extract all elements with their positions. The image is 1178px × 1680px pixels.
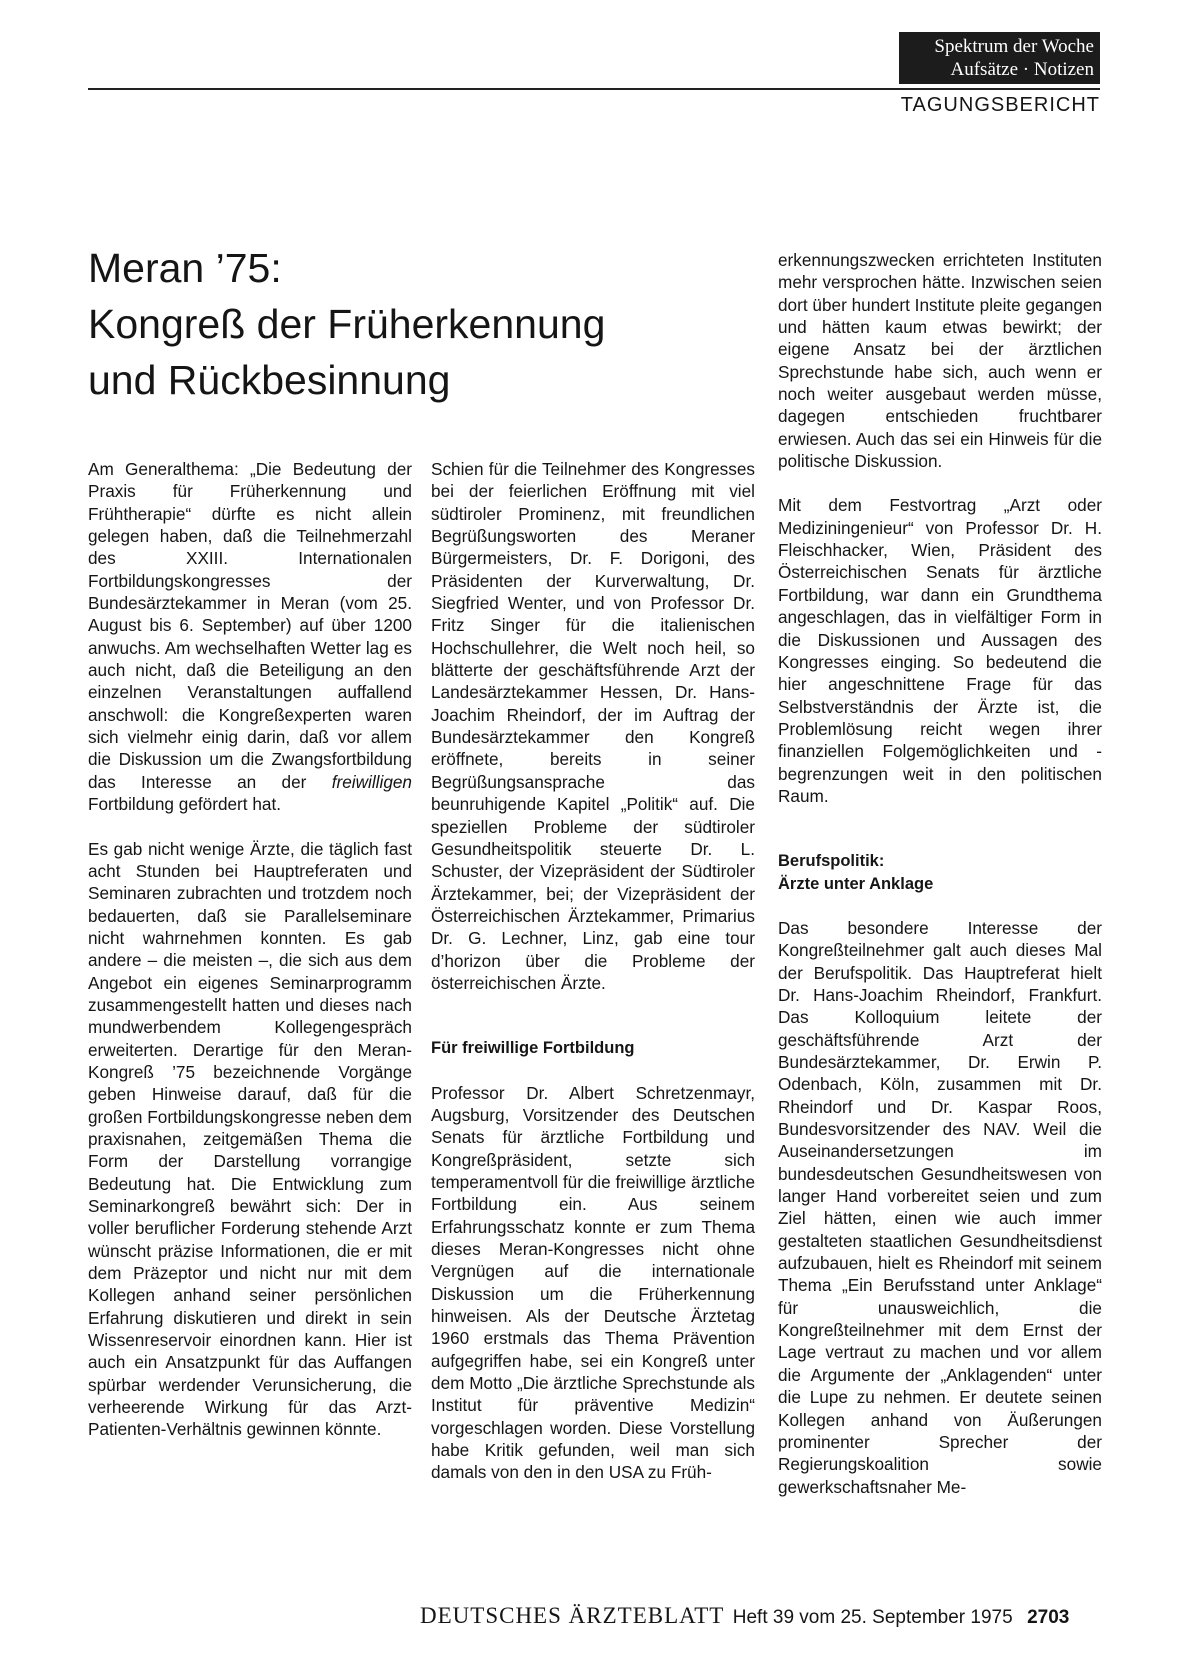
paragraph: Das besondere Interesse der Kongreßteilnehmer galt auch dieses Mal der Berufspolitik. Das Hauptreferat hielt Dr. Hans-Joachim Rheindorf, Frankfurt. Das Kolloquium leitete der geschäftsführende Arzt der Bundesärztekammer, Dr. Erwin P. Odenbach, Köln, zusammen mit Dr. Rheindorf und Dr. Kaspar Roos, Bundesvorsitzender des NAV. Weil die Auseinandersetzungen im bundesdeutschen Gesundheitswesen von langer Hand vorbereitet seien und zum Ziel hätten, einen wie auch immer gestalteten staatlichen Gesundheitsdienst aufzubauen, hielt es Rheindorf mit seinem Thema „Ein Berufsstand unter Anklage“ für unausweichlich, die Kongreßteilnehmer mit dem Ernst der Lage vertraut zu machen und vor allem die Argumente der „Anklagenden“ unter die Lupe zu nehmen. Er deutete seinen Kollegen anhand von Äußerungen prominenter Sprecher der Regierungskoalition sowie gewerkschaftsnaher Me- — [778, 917, 1102, 1497]
section-subheading — [778, 850, 1102, 895]
paragraph: Mit dem Festvortrag „Arzt oder Mediziningenieur“ von Professor Dr. H. Fleischhacker, Wien, Präsident des Österreichischen Senats für ärztliche Fortbildung, war dann ein Grundthema angeschlagen, das in vielfältiger Form in die Diskussionen und Aussagen des Kongresses einging. So bedeutend die hier angeschnittene Frage für das Selbstverständnis der Ärzte ist, die Problemlösung reicht wegen ihrer finanziellen Folgemöglichkeiten und -begrenzungen weit in den politischen Raum. — [778, 495, 1102, 806]
journal-name: DEUTSCHES ÄRZTEBLATT — [420, 1603, 725, 1628]
article-title — [88, 240, 688, 408]
section-sublabel: Aufsätze · Notizen — [950, 59, 1094, 80]
page-footer — [420, 1603, 1069, 1629]
header-rule — [88, 88, 1100, 90]
text-column-3 — [778, 249, 1102, 1498]
paragraph-text: Am Generalthema: „Die Bedeutung der Praxis für Früherkennung und Frühtherapie“ dürfte es nicht allein gelegen haben, daß die Teilnehmerzahl des XXIII. Internationalen Fortbildungskongresses der Bundesärztekammer in Meran (vom 25. August bis 6. September) auf über 1200 anwuchs. Am wechselhaften Wetter lag es auch nicht, daß die Beteiligung an den einzelnen Veranstaltungen auffallend anschwoll: die Kongreßexperten waren sich vielmehr einig darin, daß vor allem die Diskussion um die Zwangsfortbildung das Interesse an der — [88, 459, 412, 792]
issue-info: Heft 39 vom 25. September 1975 — [732, 1607, 1013, 1628]
paragraph: erkennungszwecken errichteten Instituten mehr versprochen hätte. Inzwischen seien dort über hundert Institute pleite gegangen und hätten kaum etwas bewirkt; der eigene Ansatz bei der ärztlichen Sprechstunde habe sich, auch wenn er noch weiter ausgebaut werden müsse, dagegen entschieden fruchtbarer erwiesen. Auch das sei ein Hinweis für die politische Diskussion. — [778, 250, 1102, 472]
paragraph-text: Fortbildung gefördert hat. — [88, 794, 281, 815]
page-number: 2703 — [1027, 1607, 1070, 1628]
paragraph: Schien für die Teilnehmer des Kongresses bei der feierlichen Eröffnung mit viel südtiroler Prominenz, mit freundlichen Begrüßungsworten des Meraner Bürgermeisters, Dr. F. Dorigoni, des Präsidenten der Kurverwaltung, Dr. Siegfried Wenter, und von Professor Dr. Fritz Singer für die italienischen Hochschullehrer, die Welt noch heil, so blätterte der geschäftsführende Arzt der Landesärztekammer Hessen, Dr. Hans-Joachim Rheindorf, der im Auftrag der Bundesärztekammer den Kongreß eröffnete, bereits in seiner Begrüßungsansprache das beunruhigende Kapitel „Politik“ auf. Die speziellen Probleme der südtiroler Gesundheitspolitik steuerte Dr. L. Schuster, der Vizepräsident der Südtiroler Ärztekammer, bei; der Vizepräsident der Österreichischen Ärztekammer, Primarius Dr. G. Lechner, Linz, gab eine tour d’horizon über die Probleme der österreichischen Ärzte. — [431, 459, 755, 993]
title-line-2: Kongreß der Früherkennung — [88, 301, 606, 347]
section-subheading: Für freiwillige Fortbildung — [431, 1039, 635, 1058]
title-line-1: Meran ’75: — [88, 245, 282, 291]
paragraph: Professor Dr. Albert Schretzenmayr, Augsburg, Vorsitzender des Deutschen Senats für ärztliche Fortbildung und Kongreßpräsident, setzte sich temperamentvoll für die freiwillige ärztliche Fortbildung ein. Aus seinem Erfahrungsschatz konnte er zum Thema dieses Meran-Kongresses nicht ohne Vergnügen auf die internationale Diskussion um die Früherkennung hinweisen. Als der Deutsche Ärztetag 1960 erstmals das Thema Prävention aufgegriffen habe, sei ein Kongreß unter dem Motto „Die ärztliche Sprechstunde als Institut für präventive Medizin“ vorgeschlagen worden. Diese Vorstellung habe Kritik gefunden, weil man sich damals von den in den USA zu Früh- — [431, 1082, 755, 1483]
emphasis-text: freiwilligen — [331, 771, 412, 792]
paragraph — [88, 458, 412, 816]
section-label: Spektrum der Woche — [934, 36, 1094, 57]
text-column-2 — [431, 458, 755, 1484]
text-column-1 — [88, 458, 412, 1441]
subheading-line-1: Berufspolitik: — [778, 852, 885, 871]
subheading-line-2: Ärzte unter Anklage — [778, 874, 934, 893]
report-type-label: TAGUNGSBERICHT — [900, 94, 1100, 116]
paragraph: Es gab nicht wenige Ärzte, die täglich fast acht Stunden bei Hauptreferaten und Seminaren zubrachten und trotzdem noch bedauerten, daß sie Parallelseminare nicht wahrnehmen konnten. Es gab andere – die meisten –, die sich aus dem Angebot ein eigenes Seminarprogramm zusammengestellt hatten und dieses nach mundwerbendem Kollegengespräch erweiterten. Derartige für den Meran-Kongreß ’75 bezeichnende Vorgänge geben Hinweise darauf, daß für die großen Fortbildungskongresse neben dem praxisnahen, zeitgemäßen Thema die Form der Darstellung vorrangige Bedeutung hat. Die Entwicklung zum Seminarkongreß bewährt sich: Der in voller beruflicher Forderung stehende Arzt wünscht präzise Informationen, die er mit dem Präzeptor und nicht nur mit dem Kollegen anhand seiner persönlichen Erfahrung diskutieren und direkt in sein Wissenreservoir einordnen kann. Hier ist auch ein Ansatzpunkt für das Auffangen spürbar werdender Verunsicherung, die verheerende Wirkung für das Arzt-Patienten-Verhältnis gewinnen könnte. — [88, 838, 412, 1440]
title-line-3: und Rückbesinnung — [88, 357, 451, 403]
section-badge — [899, 32, 1100, 84]
